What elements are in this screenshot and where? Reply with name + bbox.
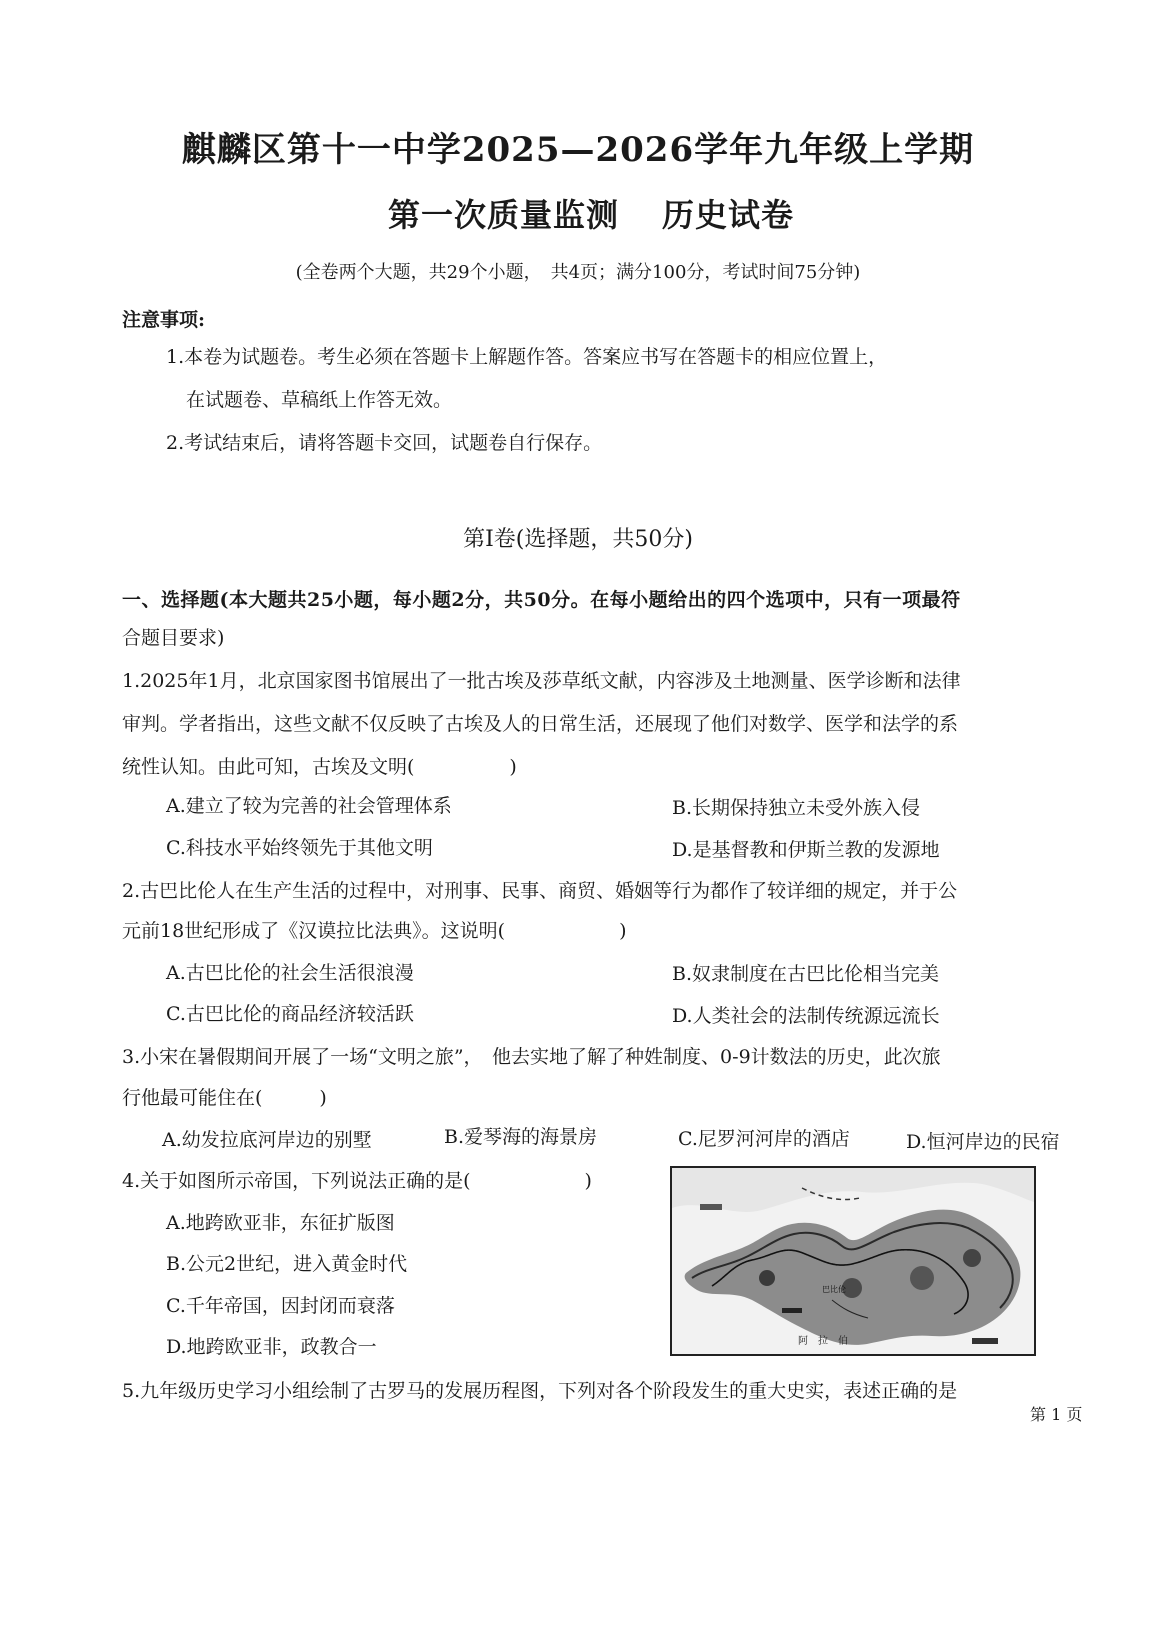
question-3-line: 3.小宋在暑假期间开展了一场“文明之旅”， 他去实地了解了种姓制度、0-9计数法的历史，此次旅 [122,1046,941,1068]
question-4-option-d: D.地跨欧亚非，政教合一 [166,1336,377,1358]
question-3-option-d: D.恒河岸边的民宿 [906,1131,1060,1153]
question-2-option-b: B.奴隶制度在古巴比伦相当完美 [672,963,940,985]
question-1-option-d: D.是基督教和伊斯兰教的发源地 [672,839,940,861]
question-2-option-a: A.古巴比伦的社会生活很浪漫 [166,962,414,984]
question-1-line: 统性认知。由此可知，古埃及文明( ) [122,756,517,778]
question-2-option-d: D.人类社会的法制传统源远流长 [672,1005,940,1027]
section-title: 第Ⅰ卷(选择题，共50分) [463,527,693,552]
empire-map-figure [670,1166,1036,1356]
notice-item: 1.本卷为试题卷。考生必须在答题卡上解题作答。答案应书写在答题卡的相应位置上， [166,346,888,368]
question-3-line: 行他最可能住在( ) [122,1087,327,1109]
page-number: 第 1 页 [1030,1405,1083,1424]
question-1-option-c: C.科技水平始终领先于其他文明 [166,837,433,859]
question-4-option-c: C.千年帝国，因封闭而衰落 [166,1295,395,1317]
question-1-option-b: B.长期保持独立未受外族入侵 [672,797,921,819]
question-3-option-c: C.尼罗河河岸的酒店 [678,1128,850,1150]
exam-title-line2a: 第一次质量监测 [388,196,620,234]
part-heading: 一、选择题(本大题共25小题，每小题2分，共50分。在每小题给出的四个选项中，只有一项最符 [122,589,961,611]
notice-heading: 注意事项: [122,309,206,331]
question-4-line: 4.关于如图所示帝国，下列说法正确的是( ) [122,1170,592,1192]
question-1-line: 1.2025年1月，北京国家图书馆展出了一批古埃及莎草纸文献，内容涉及土地测量、医学诊断和法律 [122,670,961,692]
question-1-line: 审判。学者指出，这些文献不仅反映了古埃及人的日常生活，还展现了他们对数学、医学和法学的系 [122,713,959,735]
question-3-option-b: B.爱琴海的海景房 [444,1126,598,1148]
question-2-line: 2.古巴比伦人在生产生活的过程中，对刑事、民事、商贸、婚姻等行为都作了较详细的规定，并于公 [122,880,958,902]
part-heading-cont: 合题目要求) [122,627,225,649]
question-5-line: 5.九年级历史学习小组绘制了古罗马的发展历程图，下列对各个阶段发生的重大史实，表述正确的是 [122,1380,958,1402]
notice-item: 2.考试结束后，请将答题卡交回，试题卷自行保存。 [166,432,603,454]
notice-item: 在试题卷、草稿纸上作答无效。 [186,389,453,411]
question-2-option-c: C.古巴比伦的商品经济较活跃 [166,1003,414,1025]
exam-title-line2b: 历史试卷 [662,196,795,234]
question-3-option-a: A.幼发拉底河岸边的别墅 [162,1129,372,1151]
map-label-babylon: 巴比伦 [822,1285,846,1294]
question-1-option-a: A.建立了较为完善的社会管理体系 [166,795,452,817]
exam-title-line1: 麒麟区第十一中学2025—2026学年九年级上学期 [181,130,975,170]
question-2-line: 元前18世纪形成了《汉谟拉比法典》。这说明( ) [122,920,627,942]
question-4-option-a: A.地跨欧亚非，东征扩版图 [166,1212,395,1234]
empire-map-graphic [672,1168,1034,1354]
map-label-arabia: 阿 拉 伯 [798,1336,848,1347]
question-4-option-b: B.公元2世纪，进入黄金时代 [166,1253,408,1275]
exam-subtitle: (全卷两个大题，共29个小题， 共4页；满分100分，考试时间75分钟) [295,262,861,283]
